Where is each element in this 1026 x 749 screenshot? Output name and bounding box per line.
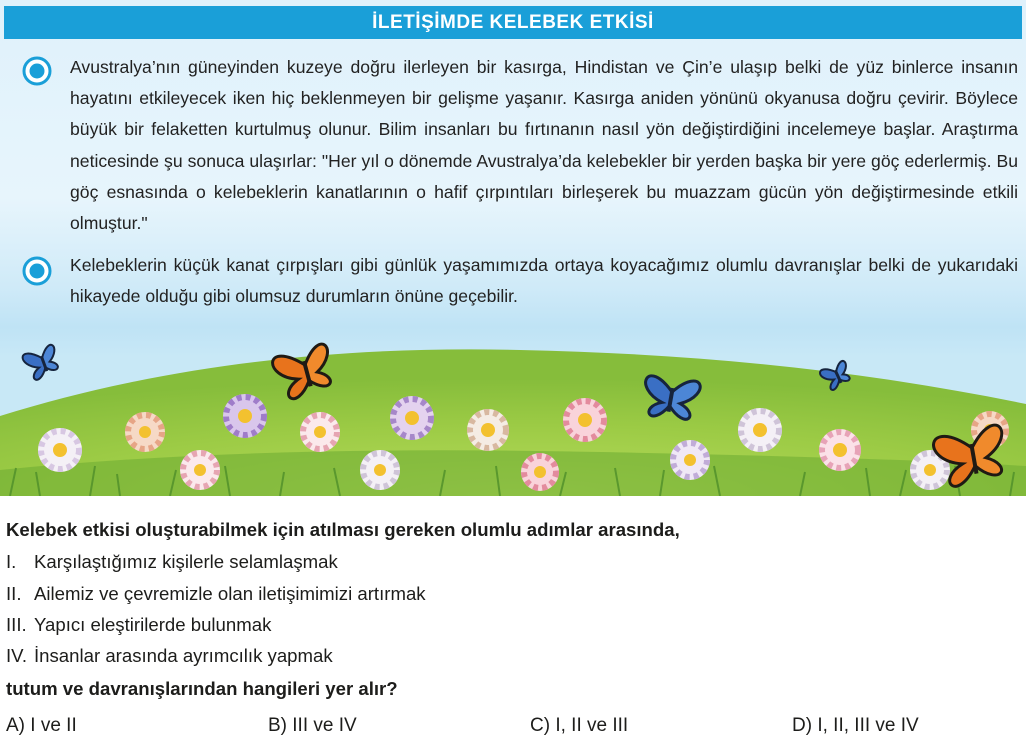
bullet-icon bbox=[22, 56, 52, 86]
answer-option-b[interactable] bbox=[268, 715, 357, 737]
butterfly-meadow-illustration bbox=[0, 320, 1026, 496]
option-label: A) bbox=[6, 715, 25, 736]
statement-item bbox=[6, 551, 338, 573]
question-stem: Kelebek etkisi oluşturabilmek için atılması gereken olumlu adımlar arasında, bbox=[6, 519, 680, 540]
question-ending: tutum ve davranışlarından hangileri yer alır? bbox=[6, 678, 398, 699]
option-label: B) bbox=[268, 715, 287, 736]
moral-paragraph: Kelebeklerin küçük kanat çırpışları gibi günlük yaşamımızda ortaya koyacağımız olumlu davranışlar belki de yukarıdaki hikayede olduğu gibi olumsuz durumların önüne geçebilir. bbox=[70, 255, 1018, 307]
option-label: D) bbox=[792, 715, 813, 736]
statement-item bbox=[6, 645, 333, 667]
answer-option-d[interactable] bbox=[792, 715, 919, 737]
option-text: III ve IV bbox=[292, 715, 357, 736]
option-text: I, II, III ve IV bbox=[817, 715, 919, 736]
statement-number: IV. bbox=[6, 645, 28, 666]
statement-text: İnsanlar arasında ayrımcılık yapmak bbox=[34, 645, 333, 666]
answer-option-a[interactable] bbox=[6, 715, 77, 737]
statement-number: I. bbox=[6, 551, 17, 572]
butterfly-icon bbox=[21, 344, 62, 382]
story-paragraph: Avustralya’nın güneyinden kuzeye doğru ilerleyen bir kasırga, Hindistan ve Çin’e ulaşıp belki de yüz binlerce insanın hayatını etkileyecek iken hiç beklenmeyen bir gelişme yaşanır. Kasırga aniden yönünü okyanusa doğru çevirir. Böylece büyük bir felaketten kurtulmuş olunur. Bilim insanları bu fırtınanın nasıl yön değiştirdiğini incelemeye başlar. Araştırma neticesinde şu sonuca ulaşırlar: "Her yıl o dönemde Avustralya’da kelebekler bir yerden başka bir yere göç ederlermiş. Bu göç esnasında o kelebeklerin kanatlarının o hafif çırpıntıları birleşerek bu muazzam gücün yön değiştirmesinde etkili olmuştur." bbox=[70, 57, 1018, 234]
statement-text: Karşılaştığımız kişilerle selamlaşmak bbox=[34, 551, 338, 572]
statement-number: II. bbox=[6, 583, 22, 604]
statement-text: Ailemiz ve çevremizle olan iletişimimizi artırmak bbox=[34, 583, 426, 604]
statement-text: Yapıcı eleştirilerde bulunmak bbox=[34, 614, 272, 635]
statement-item bbox=[6, 614, 271, 636]
answer-option-c[interactable] bbox=[530, 715, 628, 737]
option-label: C) bbox=[530, 715, 551, 736]
bullet-icon bbox=[22, 256, 52, 286]
statement-number: III. bbox=[6, 614, 27, 635]
option-text: I, II ve III bbox=[555, 715, 629, 736]
page-title: İLETİŞİMDE KELEBEK ETKİSİ bbox=[4, 6, 1022, 39]
option-text: I ve II bbox=[30, 715, 77, 736]
statement-item bbox=[6, 583, 426, 605]
